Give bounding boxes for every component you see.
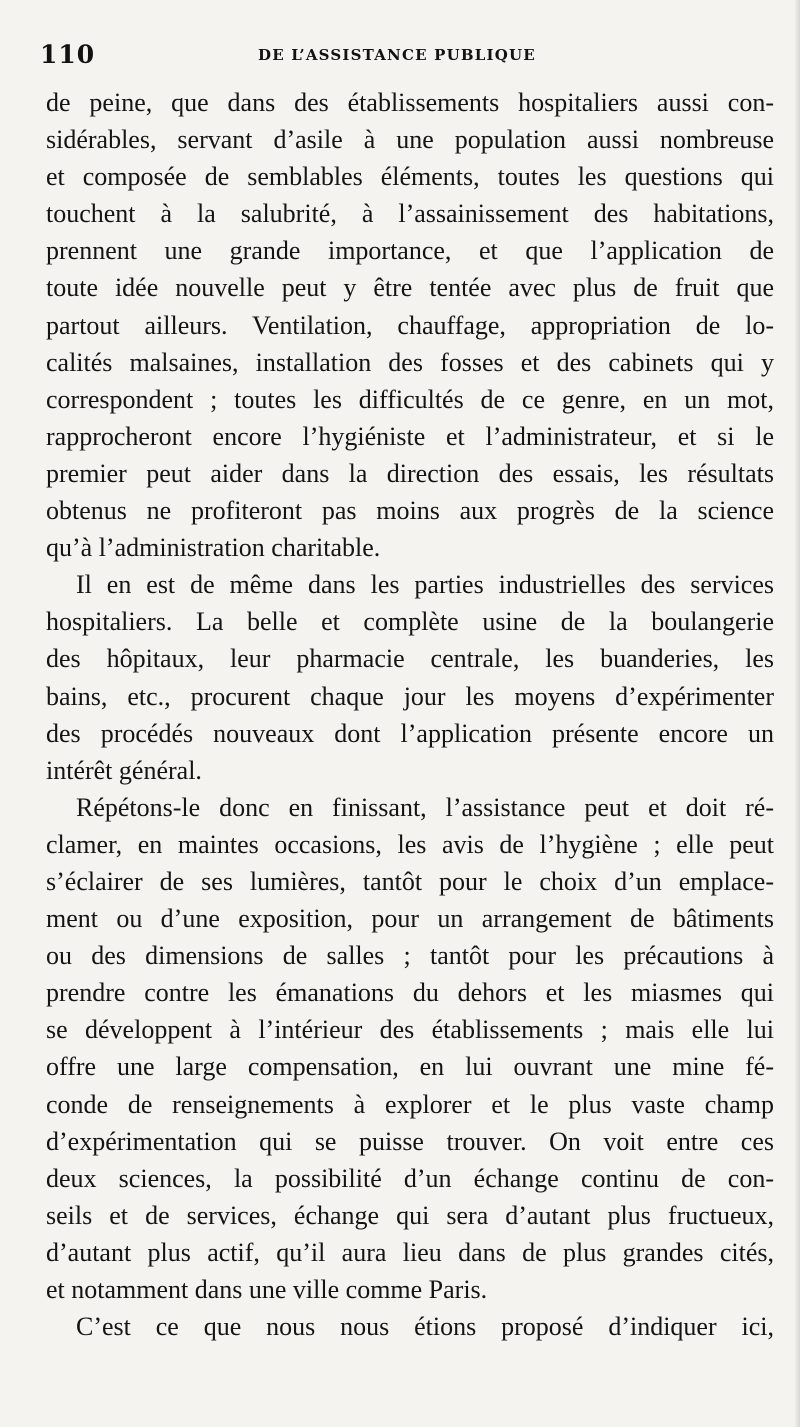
text-line: hospitaliers. La belle et complète usine de la boulangerie [46, 607, 774, 637]
text-line: touchent à la salubrité, à l’assainissement des habitations, [46, 199, 774, 229]
text-line: d’expérimentation qui se puisse trouver. On voit entre ces [46, 1126, 774, 1156]
text-line: qu’à l’administration charitable. [46, 533, 381, 563]
text-line: des hôpitaux, leur pharmacie centrale, les buanderies, les [46, 644, 774, 674]
paragraph-3 [46, 789, 774, 1308]
text-line: intérêt général. [46, 755, 202, 785]
text-line: rapprocheront encore l’hygiéniste et l’administrateur, et si le [46, 421, 774, 451]
page-header [40, 40, 780, 80]
text-line: d’autant plus actif, qu’il aura lieu dans de plus grandes cités, [46, 1237, 774, 1267]
text-line: correspondent ; toutes les difficultés de ce genre, en un mot, [46, 384, 774, 414]
text-line: s’éclairer de ses lumières, tantôt pour le choix d’un emplace- [46, 866, 774, 896]
text-line: bains, etc., procurent chaque jour les moyens d’expérimenter [46, 681, 774, 711]
text-line: C’est ce que nous nous étions proposé d’indiquer ici, [76, 1312, 774, 1342]
running-title: DE L’ASSISTANCE PUBLIQUE [258, 46, 536, 64]
text-line: conde de renseignements à explorer et le plus vaste champ [46, 1089, 774, 1119]
text-line: Répétons-le donc en finissant, l’assistance peut et doit ré- [76, 792, 774, 822]
paragraph-4 [46, 1308, 774, 1345]
text-line: clamer, en maintes occasions, les avis de l’hygiène ; elle peut [46, 829, 774, 859]
body-text [46, 84, 774, 1345]
text-line: et composée de semblables éléments, toutes les questions qui [46, 162, 774, 192]
text-line: Il en est de même dans les parties industrielles des services [76, 570, 774, 600]
text-line: offre une large compensation, en lui ouvrant une mine fé- [46, 1052, 774, 1082]
paragraph-2 [46, 566, 774, 789]
text-line: prendre contre les émanations du dehors et les miasmes qui [46, 978, 774, 1008]
page-number: 110 [40, 40, 96, 69]
text-line: ment ou d’une exposition, pour un arrangement de bâtiments [46, 904, 774, 934]
text-line: partout ailleurs. Ventilation, chauffage, appropriation de lo- [46, 310, 774, 340]
text-line: et notamment dans une ville comme Paris. [46, 1275, 488, 1304]
text-line: seils et de services, échange qui sera d’autant plus fructueux, [46, 1200, 774, 1230]
text-line: toute idée nouvelle peut y être tentée avec plus de fruit que [46, 273, 774, 303]
text-line: premier peut aider dans la direction des essais, les résultats [46, 458, 774, 488]
text-line: deux sciences, la possibilité d’un échange continu de con- [46, 1163, 774, 1193]
text-line: obtenus ne profiteront pas moins aux progrès de la science [46, 496, 774, 526]
text-line: ou des dimensions de salles ; tantôt pour les précautions à [46, 941, 774, 971]
text-line: se développent à l’intérieur des établissements ; mais elle lui [46, 1015, 774, 1045]
text-line: des procédés nouveaux dont l’application présente encore un [46, 718, 774, 748]
text-line: sidérables, servant d’asile à une population aussi nombreuse [46, 125, 774, 155]
text-line: calités malsaines, installation des fosses et des cabinets qui y [46, 347, 774, 377]
paragraph-1 [46, 84, 774, 566]
text-line: de peine, que dans des établissements hospitaliers aussi con- [46, 88, 774, 117]
text-line: prennent une grande importance, et que l’application de [46, 236, 774, 266]
